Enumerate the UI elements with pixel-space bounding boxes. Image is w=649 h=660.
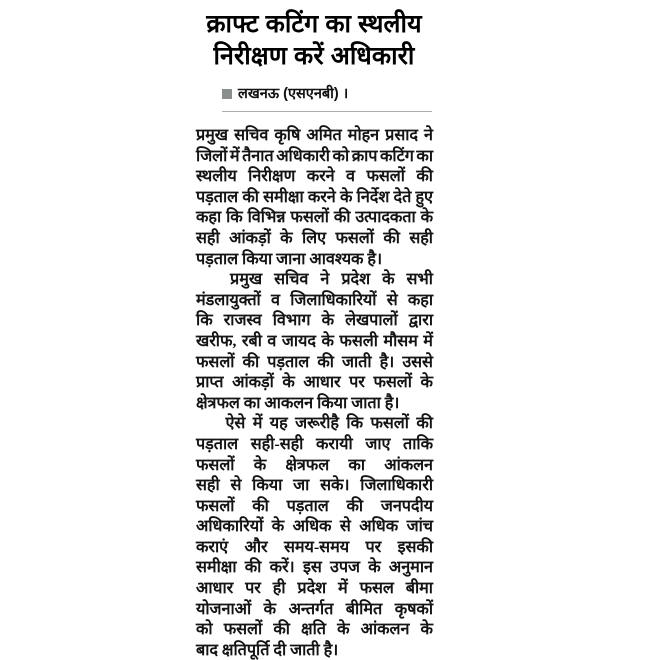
word: है। — [379, 352, 395, 371]
text-line — [196, 352, 433, 373]
word: देते — [393, 187, 412, 206]
word: के — [271, 517, 285, 536]
text-line — [196, 619, 433, 640]
word: जायद — [281, 331, 316, 350]
word: को — [196, 620, 213, 639]
word: जा — [293, 476, 310, 495]
word: में — [423, 331, 433, 350]
word: के — [282, 373, 295, 392]
paragraph — [196, 413, 433, 660]
word: फसलों — [373, 373, 412, 392]
word: व — [270, 290, 280, 309]
word: की — [242, 187, 259, 206]
text-line — [196, 372, 433, 393]
text-line — [196, 434, 433, 455]
paragraph — [196, 269, 433, 413]
word: मंडलायुक्तों — [196, 290, 261, 309]
word: की — [416, 167, 433, 186]
word: सके। — [320, 476, 350, 495]
word: कि — [226, 208, 243, 227]
word: के — [337, 620, 350, 639]
square-bullet-icon — [222, 89, 232, 99]
word: फसलों — [196, 455, 235, 474]
word: उपज — [330, 558, 360, 577]
word: सचिव — [274, 270, 309, 289]
word: किया — [252, 476, 283, 495]
word: आधार — [303, 373, 341, 392]
word: रबी — [241, 331, 262, 350]
word: कृषि — [274, 126, 301, 144]
word: अमित — [306, 126, 342, 144]
text-line — [196, 393, 433, 414]
word: खरीफ, — [196, 331, 237, 350]
text-line — [196, 228, 433, 249]
text-line — [196, 455, 433, 476]
word: फसलों — [196, 352, 235, 371]
word: आंकड़ों — [229, 228, 271, 247]
word: द्वारा — [408, 311, 433, 330]
word: अधिक — [359, 517, 399, 536]
word: व — [346, 167, 355, 186]
word: ही — [272, 579, 286, 598]
word: मोहन — [347, 126, 380, 144]
paragraph-indent — [196, 413, 218, 434]
word: जाए — [365, 434, 391, 453]
text-line — [196, 557, 433, 578]
word: में — [338, 579, 348, 598]
word: आंकलन — [360, 620, 410, 639]
word: सभी — [406, 270, 433, 289]
word: के — [253, 455, 267, 474]
word: की — [383, 228, 400, 247]
word: फसलों — [366, 167, 405, 186]
text-line — [196, 475, 433, 496]
word: सचिव — [234, 126, 269, 144]
word: समय-समय — [283, 537, 350, 556]
article-body — [196, 112, 433, 660]
word: पड़ताल — [286, 496, 329, 515]
word: पर — [349, 373, 365, 392]
word: आंकड़ों — [232, 373, 274, 392]
word: ऐसे — [225, 414, 246, 433]
word: सही — [196, 228, 220, 247]
word: की — [252, 496, 269, 515]
word: जांच — [406, 517, 433, 536]
text-line — [196, 516, 433, 537]
dateline — [196, 72, 433, 103]
word: प्रदेश — [297, 579, 327, 598]
divider-container — [196, 103, 433, 112]
word: का — [348, 455, 365, 474]
word: फसलों — [223, 620, 263, 639]
word: के — [382, 270, 395, 289]
word: इसकी — [397, 537, 433, 556]
word: के — [280, 228, 293, 247]
word: के — [321, 331, 334, 350]
paragraph-indent — [196, 269, 218, 290]
word: की — [244, 558, 262, 577]
paragraph — [196, 125, 433, 269]
word: यह — [269, 414, 288, 433]
word: अधिकारियों — [196, 517, 264, 536]
word: जनपदीय — [380, 496, 433, 515]
word: क्षेत्रफल — [285, 455, 330, 474]
word: लिए — [301, 228, 327, 247]
word: की — [416, 414, 433, 433]
word: अधिक — [292, 517, 332, 536]
word: जिलाधिकारियों — [290, 290, 377, 309]
word: जरूरीहै — [295, 414, 339, 433]
word: के — [340, 187, 353, 206]
word: प्रदेश — [341, 270, 371, 289]
word: मौसम — [383, 331, 418, 350]
word: ने — [320, 270, 330, 289]
word: क्षति — [301, 620, 326, 639]
word: के — [321, 311, 334, 330]
word: का — [416, 146, 433, 165]
word: अन्तर्गत — [288, 599, 334, 618]
word: कि — [196, 311, 213, 330]
word: राजस्व — [223, 311, 262, 330]
text-line — [196, 207, 433, 228]
word: पड़ताल — [267, 352, 310, 371]
word: आंकलन — [384, 455, 433, 474]
word: आधार — [196, 579, 234, 598]
word: के — [263, 599, 277, 618]
page-title — [180, 0, 448, 72]
word: करें। — [269, 558, 295, 577]
word: पर — [245, 579, 261, 598]
word: विभाग — [272, 311, 311, 330]
word: पड़ताल — [196, 187, 239, 206]
word: योजनाओं — [196, 599, 252, 618]
word: क्षेत्रफल का आकलन किया जाता है। — [196, 393, 400, 412]
text-line — [196, 331, 433, 352]
text-line — [196, 187, 433, 208]
word: फसलों — [335, 228, 374, 247]
word: ताकि — [403, 434, 433, 453]
word: सही — [196, 476, 220, 495]
article-column — [196, 0, 433, 660]
word: पड़ताल — [196, 434, 239, 453]
word: पड़ताल किया जाना आवश्यक है। — [196, 249, 383, 268]
text-line — [196, 496, 433, 517]
word: फसल — [359, 579, 394, 598]
word: जिलों — [196, 146, 228, 165]
text-line — [196, 166, 433, 187]
word: उत्पादकता — [355, 208, 416, 227]
headline-line-2: निरीक्षण करें अधिकारी — [213, 42, 415, 70]
text-line — [196, 640, 433, 660]
word: फसली — [339, 331, 378, 350]
word: कटिंग — [380, 146, 414, 165]
word: ने — [424, 126, 433, 144]
word: सही — [409, 228, 433, 247]
word: कहा — [407, 290, 433, 309]
word: अधिकारी — [276, 146, 330, 165]
word: करने — [307, 187, 336, 206]
word: की — [273, 620, 290, 639]
text-line — [196, 290, 433, 311]
word: फसलों — [370, 414, 409, 433]
word: के — [420, 208, 433, 227]
word: से — [339, 517, 351, 536]
word: प्रमुख — [230, 270, 263, 289]
text-line — [196, 578, 433, 599]
word: हुए — [415, 187, 433, 206]
word: विभिन्न — [247, 208, 286, 227]
word: बीमित — [345, 599, 383, 618]
word: की — [333, 208, 351, 227]
word: फसलों — [290, 208, 329, 227]
word: स्थलीय — [196, 167, 237, 186]
word: निरीक्षण — [248, 167, 296, 186]
word: उससे — [402, 352, 433, 371]
word: कृषकों — [394, 599, 433, 618]
word: जिलाधिकारी — [360, 476, 433, 495]
word: की — [317, 352, 334, 371]
word: और — [244, 537, 268, 556]
word: बाद क्षतिपूर्ति दी जाती है। — [196, 640, 339, 659]
word: लेखपालों — [345, 311, 398, 330]
text-line — [196, 537, 433, 558]
word: तैनात — [242, 146, 274, 165]
word: की — [346, 496, 364, 515]
word: के — [420, 620, 433, 639]
word: पर — [365, 537, 382, 556]
word: जाती — [341, 352, 372, 371]
word: की — [242, 352, 260, 371]
word: कि — [346, 414, 363, 433]
headline-line-1: क्राफ्ट कटिंग का स्थलीय — [206, 10, 422, 38]
word: करायी — [315, 434, 353, 453]
word: सही-सही — [250, 434, 304, 453]
word: समीक्षा — [263, 187, 304, 206]
word: से — [386, 290, 398, 309]
text-line — [196, 146, 433, 167]
word: क्राप — [351, 146, 378, 165]
word: इस — [302, 558, 322, 577]
text-line — [196, 269, 433, 290]
word: व — [267, 331, 277, 350]
text-line — [196, 310, 433, 331]
word: करने — [306, 167, 335, 186]
word: प्राप्त — [196, 373, 224, 392]
word: कराएं — [196, 537, 229, 556]
text-line — [196, 125, 433, 146]
word: समीक्षा — [196, 558, 237, 577]
word: बीमा — [405, 579, 433, 598]
word: से — [230, 476, 242, 495]
text-line — [196, 599, 433, 620]
word: में — [229, 146, 240, 165]
word: अनुमान — [388, 558, 433, 577]
word: में — [252, 414, 263, 433]
word: निर्देश — [356, 187, 390, 206]
text-line — [196, 413, 433, 434]
word: प्रमुख — [196, 126, 228, 144]
word: फसलों — [196, 496, 235, 515]
word: के — [368, 558, 381, 577]
word: कहा — [196, 208, 222, 227]
word: को — [332, 146, 350, 165]
word: प्रसाद — [385, 126, 418, 144]
dateline-text: लखनऊ (एसएनबी) । — [238, 86, 349, 102]
word: के — [420, 373, 433, 392]
text-line — [196, 249, 433, 270]
